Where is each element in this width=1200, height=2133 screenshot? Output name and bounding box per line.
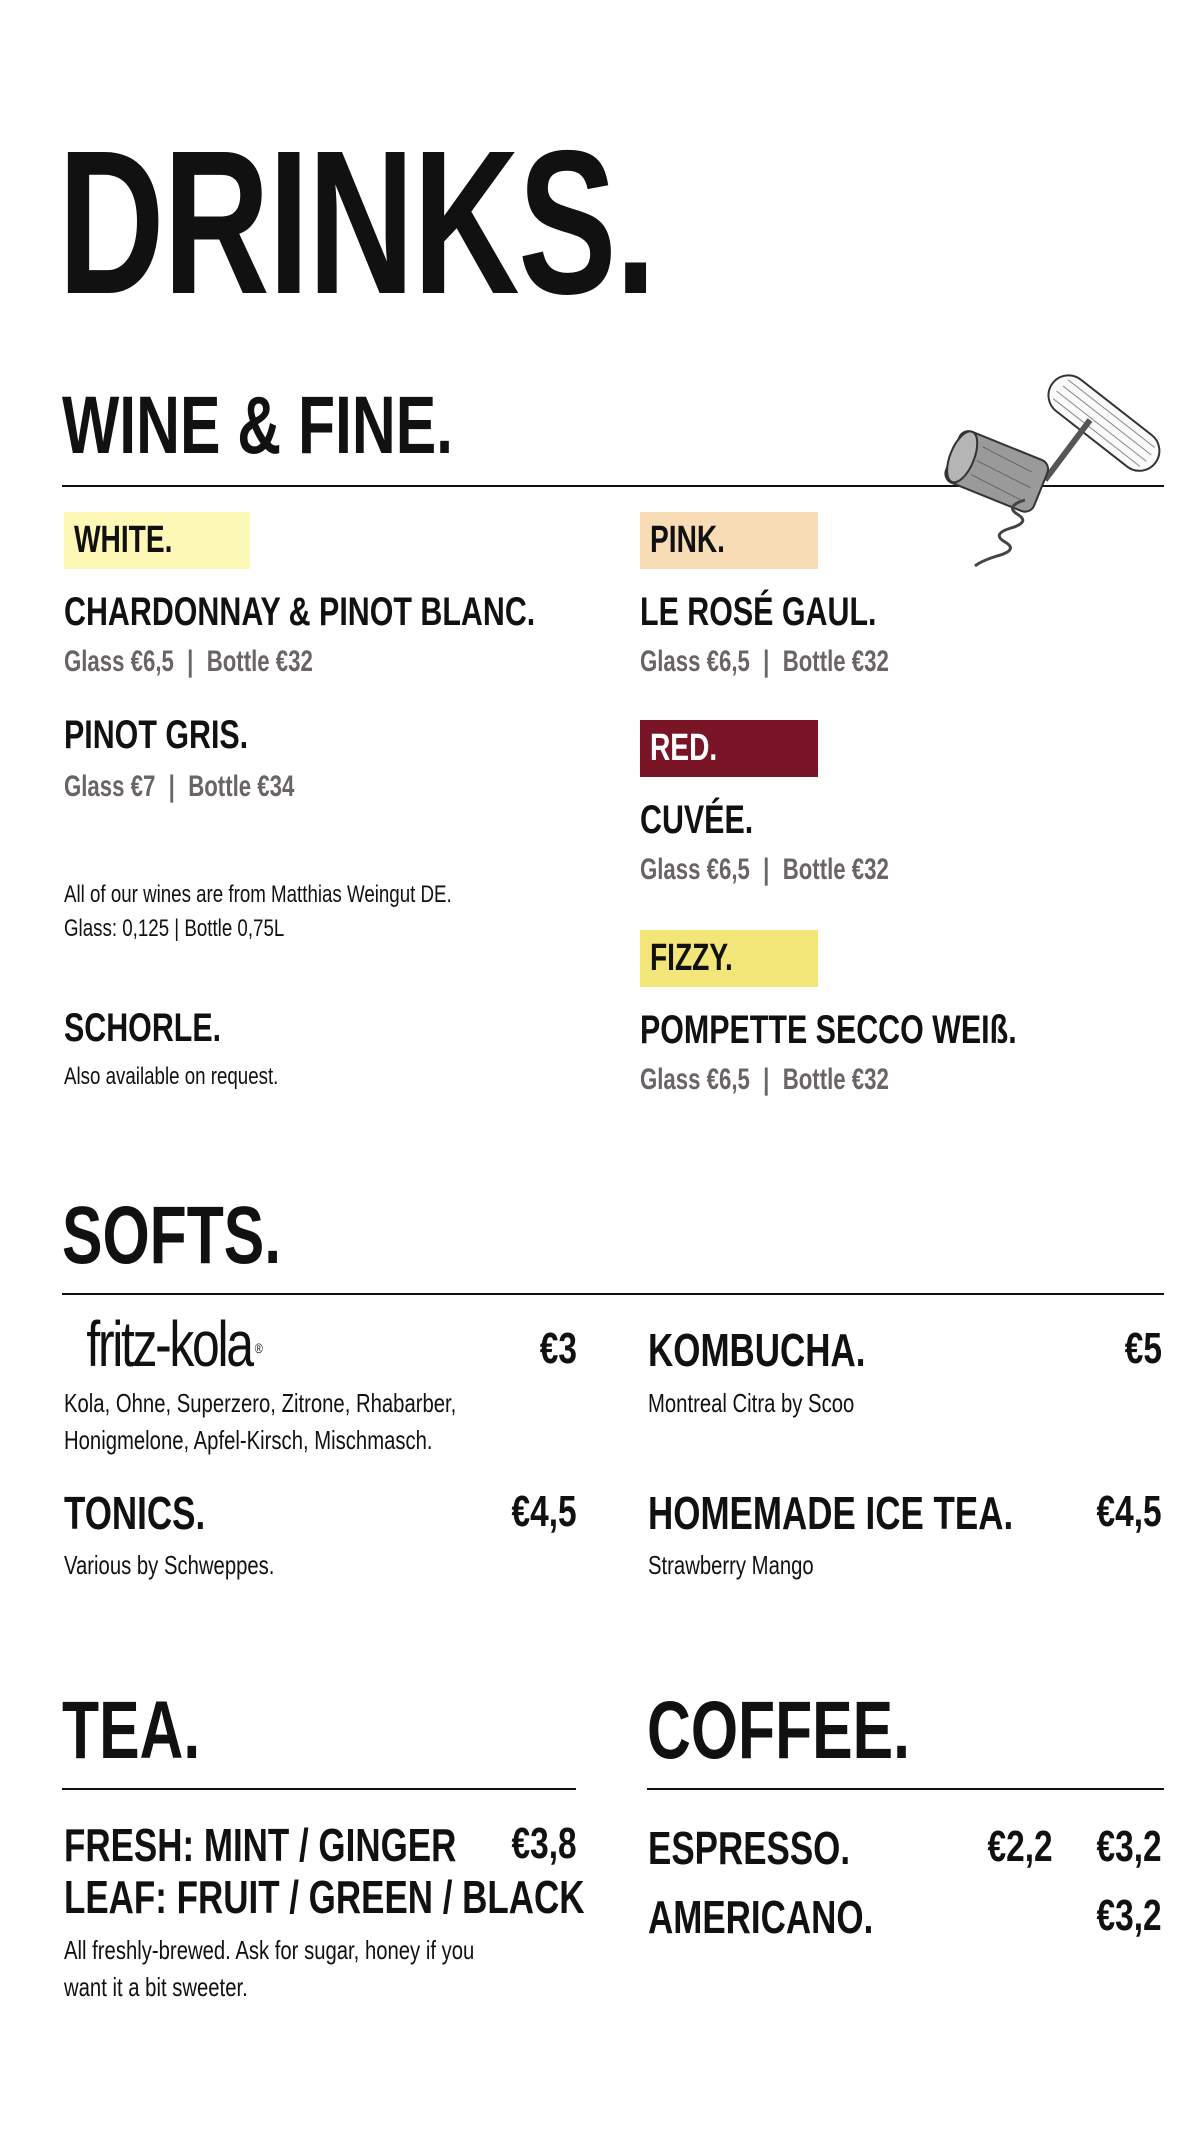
wine-name-secco: POMPETTE SECCO WEIß. bbox=[640, 1008, 1017, 1052]
wine-note-line: Glass: 0,125 | Bottle 0,75L bbox=[64, 915, 285, 942]
fritz-kola-logo bbox=[86, 1308, 263, 1380]
tea-fresh: FRESH: MINT / GINGER bbox=[64, 1819, 457, 1871]
espresso-price-double: €3,2 bbox=[1096, 1822, 1162, 1871]
schorle-desc: Also available on request. bbox=[64, 1063, 279, 1090]
wine-price-pinot-gris bbox=[64, 772, 294, 802]
tonics-desc: Various by Schweppes. bbox=[64, 1550, 275, 1580]
desc-line: want it a bit sweeter. bbox=[64, 1972, 248, 2002]
bottle-price: Bottle €32 bbox=[782, 645, 889, 678]
softs-divider bbox=[62, 1293, 1164, 1295]
americano-name: AMERICANO. bbox=[648, 1891, 874, 1943]
kombucha-desc: Montreal Citra by Scoo bbox=[648, 1388, 855, 1418]
tea-price: €3,8 bbox=[511, 1819, 577, 1868]
tea-leaf: LEAF: FRUIT / GREEN / BLACK bbox=[64, 1871, 585, 1923]
wine-note bbox=[64, 878, 452, 946]
ice-tea-desc: Strawberry Mango bbox=[648, 1550, 814, 1580]
desc-line: All freshly-brewed. Ask for sugar, honey if you bbox=[64, 1935, 475, 1965]
espresso-price-single: €2,2 bbox=[987, 1822, 1053, 1871]
fritz-kola-wordmark: fritz-kola bbox=[86, 1308, 252, 1380]
red-tag bbox=[640, 720, 818, 777]
coffee-divider bbox=[647, 1788, 1164, 1790]
kombucha-price: €5 bbox=[1124, 1324, 1162, 1373]
tea-divider bbox=[62, 1788, 576, 1790]
wine-note-line: All of our wines are from Matthias Weingut DE. bbox=[64, 881, 452, 908]
bottle-price: Bottle €32 bbox=[206, 645, 313, 678]
desc-line: Honigmelone, Apfel-Kirsch, Mischmasch. bbox=[64, 1425, 433, 1455]
wine-name-cuvee: CUVÉE. bbox=[640, 798, 754, 842]
wine-price-cuvee bbox=[640, 855, 889, 885]
tea-desc bbox=[64, 1932, 474, 2006]
pink-label: PINK. bbox=[650, 519, 726, 561]
schorle-name: SCHORLE. bbox=[64, 1006, 222, 1050]
red-label: RED. bbox=[650, 727, 718, 769]
wine-price-chardonnay bbox=[64, 647, 313, 677]
wine-name-chardonnay: CHARDONNAY & PINOT BLANC. bbox=[64, 590, 536, 634]
bottle-price: Bottle €32 bbox=[782, 1063, 889, 1096]
corkscrew-illustration bbox=[930, 350, 1180, 570]
fritz-kola-desc bbox=[64, 1385, 456, 1459]
separator: | bbox=[763, 853, 770, 886]
glass-price: Glass €6,5 bbox=[640, 853, 750, 886]
ice-tea-name: HOMEMADE ICE TEA. bbox=[648, 1487, 1014, 1539]
separator: | bbox=[763, 645, 770, 678]
glass-price: Glass €6,5 bbox=[640, 1063, 750, 1096]
separator: | bbox=[763, 1063, 770, 1096]
page-title: DRINKS. bbox=[58, 108, 655, 337]
americano-price: €3,2 bbox=[1096, 1891, 1162, 1940]
coffee-heading: COFFEE. bbox=[647, 1685, 910, 1776]
pink-tag bbox=[640, 512, 818, 569]
separator: | bbox=[168, 770, 175, 803]
desc-line: Kola, Ohne, Superzero, Zitrone, Rhabarber, bbox=[64, 1388, 457, 1418]
fizzy-tag bbox=[640, 930, 818, 987]
registered-mark: ® bbox=[254, 1340, 263, 1356]
fritz-kola-price: €3 bbox=[539, 1324, 577, 1373]
white-label: WHITE. bbox=[74, 519, 173, 561]
kombucha-name: KOMBUCHA. bbox=[648, 1324, 866, 1376]
espresso-name: ESPRESSO. bbox=[648, 1822, 851, 1874]
separator: | bbox=[187, 645, 194, 678]
tonics-price: €4,5 bbox=[511, 1487, 577, 1536]
softs-heading: SOFTS. bbox=[62, 1190, 282, 1281]
fizzy-label: FIZZY. bbox=[650, 937, 733, 979]
tea-heading: TEA. bbox=[62, 1685, 201, 1776]
tonics-name: TONICS. bbox=[64, 1487, 206, 1539]
wine-price-secco bbox=[640, 1065, 889, 1095]
white-tag bbox=[64, 512, 250, 569]
wine-name-pinot-gris: PINOT GRIS. bbox=[64, 713, 249, 757]
bottle-price: Bottle €32 bbox=[782, 853, 889, 886]
glass-price: Glass €6,5 bbox=[640, 645, 750, 678]
glass-price: Glass €6,5 bbox=[64, 645, 174, 678]
wine-name-rose: LE ROSÉ GAUL. bbox=[640, 590, 877, 634]
ice-tea-price: €4,5 bbox=[1096, 1487, 1162, 1536]
glass-price: Glass €7 bbox=[64, 770, 156, 803]
bottle-price: Bottle €34 bbox=[188, 770, 295, 803]
wine-price-rose bbox=[640, 647, 889, 677]
wine-heading: WINE & FINE. bbox=[62, 380, 454, 471]
